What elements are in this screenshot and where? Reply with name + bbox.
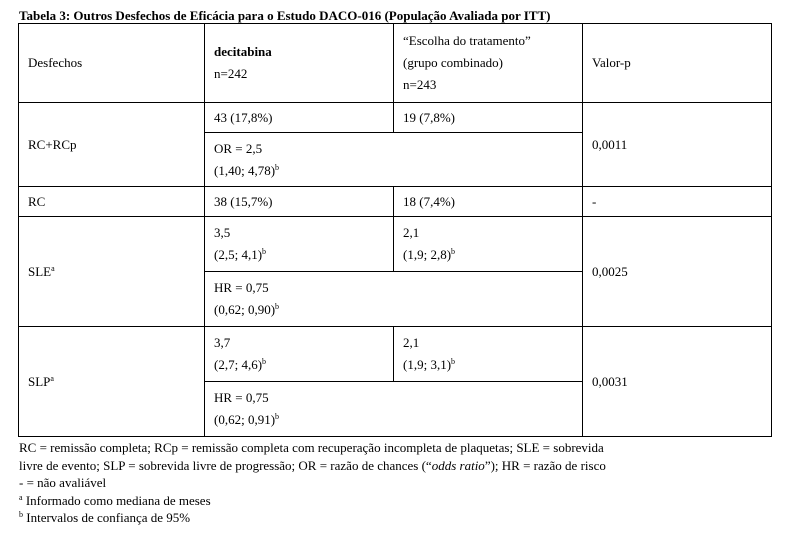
row-label-slp: SLP$^a$	[19, 327, 205, 437]
header-valor-p: Valor-p	[583, 24, 772, 103]
footnote-abbreviations-1: RC = remissão completa; RCp = remissão completa com recuperação incompleta de plaquetas; SLE = sobrevida	[19, 440, 604, 455]
header-decitabina-n: n=242	[214, 66, 248, 81]
table-row	[19, 217, 772, 272]
footnote-not-evaluable: - = não avaliável	[19, 475, 107, 490]
table-row	[19, 187, 772, 217]
row-label-rc-rcp: RC+RCp	[19, 103, 205, 187]
cell-sle-decitabina: 3,5 (2,5; 4,1)$^b$	[205, 217, 394, 272]
cell-slp-decitabina: 3,7 (2,7; 4,6)$^b$	[205, 327, 394, 382]
efficacy-table	[18, 23, 772, 437]
footnote-b: $^b$ Intervalos de confiança de 95%	[19, 510, 191, 525]
footnote-a: $^a$ Informado como mediana de meses	[19, 492, 211, 508]
header-escolha-n: n=243	[403, 77, 437, 92]
cell-slp-pvalue: 0,0031	[583, 327, 772, 437]
cell-slp-hazard-ratio: HR = 0,75 (0,62; 0,91)$^b$	[205, 382, 583, 437]
row-label-sle: SLE$^a$	[19, 217, 205, 327]
header-decitabina	[205, 24, 394, 103]
header-decitabina-name: decitabina	[214, 44, 272, 59]
table-title: Tabela 3: Outros Desfechos de Eficácia para o Estudo DACO-016 (População Avaliada por ITT)	[19, 8, 551, 23]
cell-sle-escolha: 2,1 (1,9; 2,8)$^b$	[394, 217, 583, 272]
header-escolha-line2: (grupo combinado)	[403, 55, 504, 70]
row-label-rc: RC	[19, 187, 205, 217]
cell-rc-rcp-pvalue: 0,0011	[583, 103, 772, 187]
table-row	[19, 327, 772, 382]
header-escolha-line1: “Escolha do tratamento”	[403, 33, 531, 48]
cell-rc-rcp-escolha: 19 (7,8%)	[394, 103, 583, 133]
table-row	[19, 103, 772, 133]
header-row	[19, 24, 772, 103]
cell-sle-hazard-ratio: HR = 0,75 (0,62; 0,90)$^b$	[205, 272, 583, 327]
cell-rc-rcp-decitabina: 43 (17,8%)	[205, 103, 394, 133]
cell-rc-rcp-odds-ratio: OR = 2,5 (1,40; 4,78)$^b$	[205, 133, 583, 187]
cell-rc-escolha: 18 (7,4%)	[394, 187, 583, 217]
header-escolha	[394, 24, 583, 103]
cell-rc-pvalue: -	[583, 187, 772, 217]
footnotes	[19, 439, 606, 527]
header-desfechos: Desfechos	[19, 24, 205, 103]
footnote-abbreviations-2: livre de evento; SLP = sobrevida livre de progressão; OR = razão de chances (“odds ratio”); HR = razão de risco	[19, 457, 606, 473]
cell-rc-decitabina: 38 (15,7%)	[205, 187, 394, 217]
cell-slp-escolha: 2,1 (1,9; 3,1)$^b$	[394, 327, 583, 382]
cell-sle-pvalue: 0,0025	[583, 217, 772, 327]
